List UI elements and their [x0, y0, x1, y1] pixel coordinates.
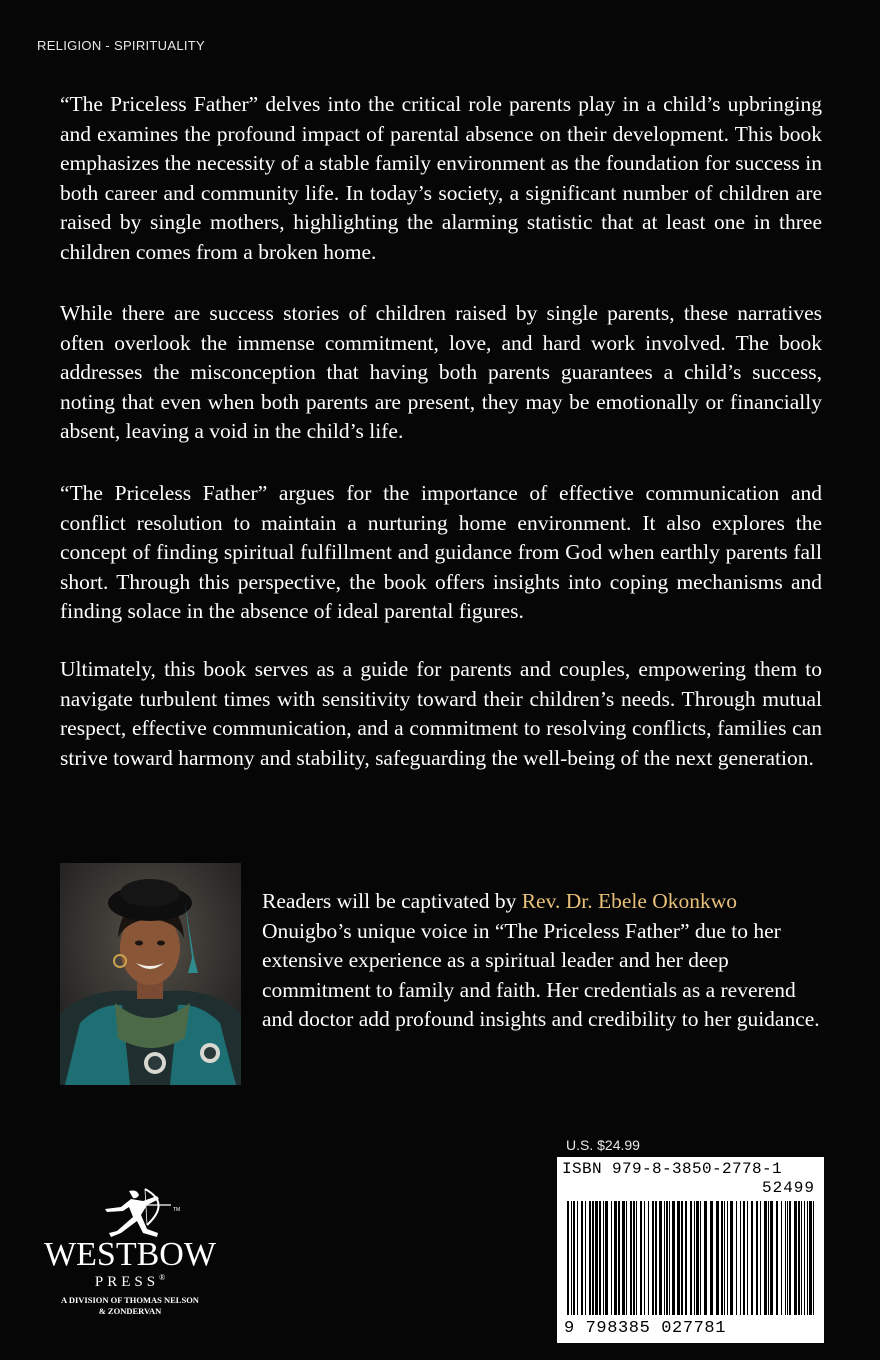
publisher-logo — [25, 1185, 235, 1345]
barcode-bar — [652, 1201, 654, 1315]
barcode-bar — [577, 1201, 578, 1315]
barcode-bar — [785, 1201, 786, 1315]
description-paragraph-2: While there are success stories of children raised by single parents, these narratives often overlook the immense commitment, love, and hard work involved. The book addresses the misconception that having both parents guarantees a child’s success, noting that even when both parents are present, they may be emotionally or financially absent, leaving a void in the child’s life. — [60, 301, 822, 443]
barcode-bar — [581, 1201, 583, 1315]
barcode-bar — [694, 1201, 695, 1315]
barcode-bar — [589, 1201, 591, 1315]
barcode-bar — [747, 1201, 748, 1315]
barcode-bar — [567, 1201, 569, 1315]
barcode-bar — [724, 1201, 725, 1315]
barcode-bar — [633, 1201, 635, 1315]
barcode-bar — [727, 1201, 728, 1315]
barcode-bar — [704, 1201, 707, 1315]
barcode-bar — [655, 1201, 657, 1315]
barcode-bar — [798, 1201, 800, 1315]
description-paragraph-4: Ultimately, this book serves as a guide for parents and couples, empowering them to navigate turbulent times with sensitivity toward their children’s needs. Through mutual respect, effective communication, and a commitment to resolving conflicts, families can strive toward harmony and stability, safeguarding the well-being of the next generation. — [60, 657, 822, 770]
barcode-bar — [696, 1201, 699, 1315]
barcode-bar — [736, 1201, 737, 1315]
barcode-bar — [666, 1201, 668, 1315]
barcode-bar — [770, 1201, 773, 1315]
barcode-bar — [760, 1201, 761, 1315]
barcode-bar — [672, 1201, 675, 1315]
barcode-bar — [690, 1201, 692, 1315]
barcode-bar — [611, 1201, 612, 1315]
barcode-bar — [681, 1201, 683, 1315]
barcode-bar — [614, 1201, 617, 1315]
barcode-bar — [807, 1201, 808, 1315]
category-label: RELIGION - SPIRITUALITY — [37, 38, 205, 53]
author-bio-body: Onuigbo’s unique voice in “The Priceless Father” due to her extensive experience as a spiritual leader and her deep commitment to family and faith. Her credentials as a reverend and doctor add profound insights and credibility to her guidance. — [262, 918, 820, 1031]
barcode-bar — [700, 1201, 701, 1315]
barcode-bar — [685, 1201, 687, 1315]
barcode-bar — [573, 1201, 575, 1315]
publisher-division: A DIVISION OF THOMAS NELSON & ZONDERVAN — [61, 1295, 199, 1316]
author-bio — [262, 887, 822, 1035]
archer-icon — [25, 1185, 235, 1240]
barcode-bar — [599, 1201, 601, 1315]
barcode-bar — [781, 1201, 782, 1315]
barcode-bar — [794, 1201, 797, 1315]
barcode-bar — [618, 1201, 620, 1315]
author-photo — [60, 863, 241, 1085]
price-code: 52499 — [761, 1179, 815, 1197]
author-bio-intro: Readers will be captivated by — [262, 889, 522, 913]
svg-text:TM: TM — [173, 1207, 181, 1213]
barcode-bar — [636, 1201, 637, 1315]
barcode-digits: 9 798385 027781 — [564, 1319, 727, 1338]
barcode-bar — [801, 1201, 802, 1315]
barcode-bar — [605, 1201, 608, 1315]
barcode-bar — [768, 1201, 769, 1315]
barcode-bar — [585, 1201, 586, 1315]
barcode-bar — [740, 1201, 741, 1315]
barcode-bar — [730, 1201, 733, 1315]
barcode-bar — [648, 1201, 649, 1315]
barcode-bar — [622, 1201, 625, 1315]
barcode-bar — [804, 1201, 805, 1315]
barcode-bar — [789, 1201, 791, 1315]
barcode-bar — [776, 1201, 778, 1315]
barcode-bar — [669, 1201, 670, 1315]
barcode-bar — [764, 1201, 767, 1315]
barcode-bar — [595, 1201, 598, 1315]
barcode-bar — [592, 1201, 594, 1315]
publisher-press: PRESS® — [94, 1273, 166, 1290]
description-paragraph-1: “The Priceless Father” delves into the critical role parents play in a child’s upbringing and examines the profound impact of parental absence on their development. This book emphasizes the necessity of a stable family environment as the foundation for success in both career and community life. In today’s society, a significant number of children are raised by single mothers, highlighting the alarming statistic that at least one in three children comes from a broken home. — [60, 92, 822, 264]
isbn-text: ISBN 979-8-3850-2778-1 — [562, 1160, 783, 1178]
barcode-bar — [751, 1201, 753, 1315]
author-portrait-illustration — [60, 863, 241, 1085]
barcode-bar — [644, 1201, 645, 1315]
publisher-name: WESTBOW — [44, 1236, 216, 1273]
barcode-bar — [716, 1201, 719, 1315]
barcode-bar — [813, 1201, 814, 1315]
description-paragraph-3: “The Priceless Father” argues for the importance of effective communication and conflict resolution to maintain a nurturing home environment. It also explores the concept of finding spiritual fulfillment and guidance from God when earthly parents fall short. Through this perspective, the book offers insights into coping mechanisms and finding solace in the absence of ideal parental figures. — [60, 481, 822, 623]
price-label: U.S. $24.99 — [566, 1137, 640, 1153]
barcode-bar — [710, 1201, 713, 1315]
barcode-bar — [809, 1201, 812, 1315]
barcode-bar — [603, 1201, 604, 1315]
barcode-bar — [743, 1201, 745, 1315]
barcode-bar — [659, 1201, 662, 1315]
barcode-bar — [787, 1201, 788, 1315]
barcode-bar — [640, 1201, 642, 1315]
barcode-bar — [630, 1201, 632, 1315]
barcode-bar — [571, 1201, 572, 1315]
author-name: Rev. Dr. Ebele Okonkwo — [521, 889, 738, 913]
barcode-bar — [626, 1201, 627, 1315]
barcode-bar — [721, 1201, 723, 1315]
barcode-bar — [756, 1201, 758, 1315]
barcode-bar — [664, 1201, 665, 1315]
isbn-barcode — [557, 1157, 824, 1343]
barcode-bar — [677, 1201, 680, 1315]
